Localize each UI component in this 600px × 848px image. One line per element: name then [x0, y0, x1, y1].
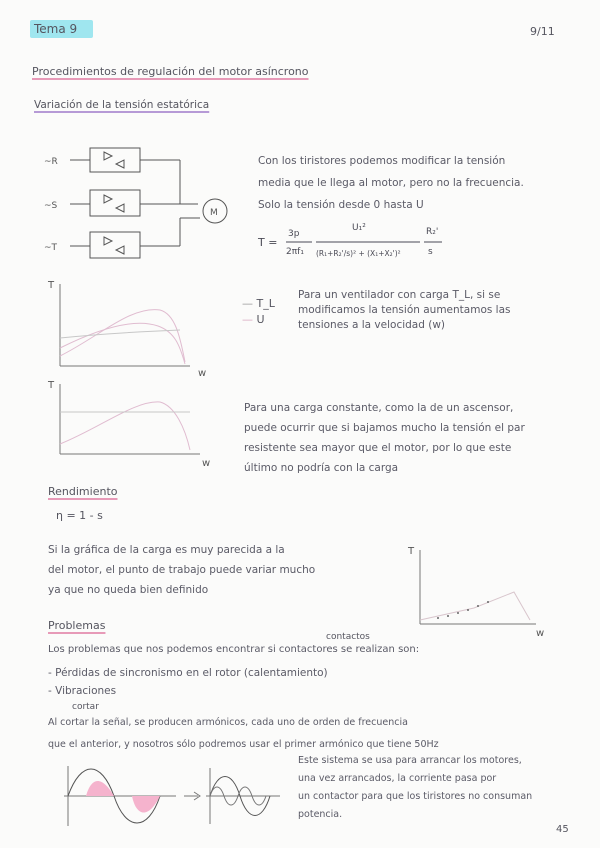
text-line: ya que no queda bien definido — [48, 584, 209, 596]
text-line: del motor, el punto de trabajo puede variar mucho — [48, 564, 316, 576]
graph1-legend-tl: — T_L — [242, 297, 275, 310]
list-item: - Pérdidas de sincronismo en el rotor (calentamiento) — [48, 667, 328, 679]
page-title: Procedimientos de regulación del motor asíncrono — [32, 65, 309, 78]
graph3-y-label: T — [408, 546, 415, 557]
torque-speed-graph-2 — [40, 378, 220, 468]
paragraph-armonicos — [48, 712, 439, 756]
formula-lhs: T = — [258, 236, 278, 249]
graph2-y-label: T — [48, 380, 55, 391]
text-line: una vez arrancados, la corriente pasa por — [298, 773, 497, 784]
page-ref: 9/11 — [530, 25, 555, 38]
graph2-x-label: w — [202, 458, 211, 468]
page-number: 45 — [556, 824, 569, 835]
text-line: Para un ventilador con carga T_L, si se — [298, 289, 501, 301]
text-line: modificamos la tensión aumentamos las — [298, 304, 511, 316]
text-line: Con los tiristores podemos modificar la tensión — [258, 155, 506, 167]
text-line: un contactor para que los tiristores no consuman — [298, 791, 533, 802]
torque-speed-graph-3 — [404, 544, 554, 640]
text-line: media que le llega al motor, pero no la frecuencia. — [258, 177, 524, 189]
graph1-x-label: w — [198, 368, 207, 379]
topic-highlight: Tema 9 — [30, 20, 93, 38]
topic-label — [30, 22, 93, 37]
text-line: Si la gráfica de la carga es muy parecida a la — [48, 544, 285, 556]
text-line: tensiones a la velocidad (w) — [298, 319, 446, 331]
problemas-list — [48, 664, 328, 700]
motor-label: M — [210, 208, 218, 218]
formula-num-left: 3p — [288, 229, 300, 239]
paragraph-rendimiento — [48, 540, 315, 600]
text-line: resistente sea mayor que el motor, por lo que este — [244, 442, 512, 454]
correction-contactos: contactos — [326, 632, 370, 642]
equation-rendimiento: η = 1 - s — [56, 509, 103, 522]
thyristor-circuit-diagram — [40, 138, 250, 278]
formula-num-right: R₂' — [426, 227, 439, 237]
phase-label-t: ~T — [44, 243, 58, 253]
text-line: que el anterior, y nosotros sólo podremos usar el primer armónico que tiene 50Hz — [48, 739, 439, 750]
paragraph-tension — [258, 150, 524, 216]
text-line: Este sistema se usa para arrancar los motores, — [298, 755, 522, 766]
section-subtitle: Variación de la tensión estatórica — [34, 99, 210, 111]
waveform-diagram — [56, 760, 286, 832]
heading-rendimiento: Rendimiento — [48, 485, 118, 498]
graph1-y-label: T — [48, 280, 55, 291]
correction-cortar: cortar — [72, 702, 99, 712]
torque-speed-graph-1 — [40, 276, 220, 382]
text-line: puede ocurrir que si bajamos mucho la tensión el par — [244, 422, 525, 434]
text-line: Solo la tensión desde 0 hasta U — [258, 199, 424, 211]
text-line: potencia. — [298, 809, 343, 820]
formula-den-mid: (R₁+R₂'/s)² + (X₁+X₂')² — [316, 249, 401, 258]
graph1-legend-u: — U — [242, 313, 265, 326]
paragraph-carga-constante — [244, 398, 525, 478]
formula-den-right: s — [428, 247, 433, 257]
list-item: - Vibraciones — [48, 685, 117, 697]
formula-num-mid: U₁² — [352, 223, 366, 233]
heading-problemas: Problemas — [48, 619, 106, 632]
text-line: último no podría con la carga — [244, 462, 399, 474]
paragraph-problemas-intro: Los problemas que nos podemos encontrar si contactores se realizan son: — [48, 644, 420, 655]
paragraph-arranque — [298, 752, 532, 824]
phase-label-s: ~S — [44, 201, 58, 211]
paragraph-ventilador — [298, 288, 511, 333]
phase-label-r: ~R — [44, 157, 58, 167]
torque-formula — [256, 216, 456, 272]
text-line: Para una carga constante, como la de un ascensor, — [244, 402, 514, 414]
formula-den-left: 2πf₁ — [286, 247, 304, 257]
text-line: Al cortar la señal, se producen armónicos, cada uno de orden de frecuencia — [48, 717, 408, 728]
graph3-x-label: w — [536, 628, 545, 639]
